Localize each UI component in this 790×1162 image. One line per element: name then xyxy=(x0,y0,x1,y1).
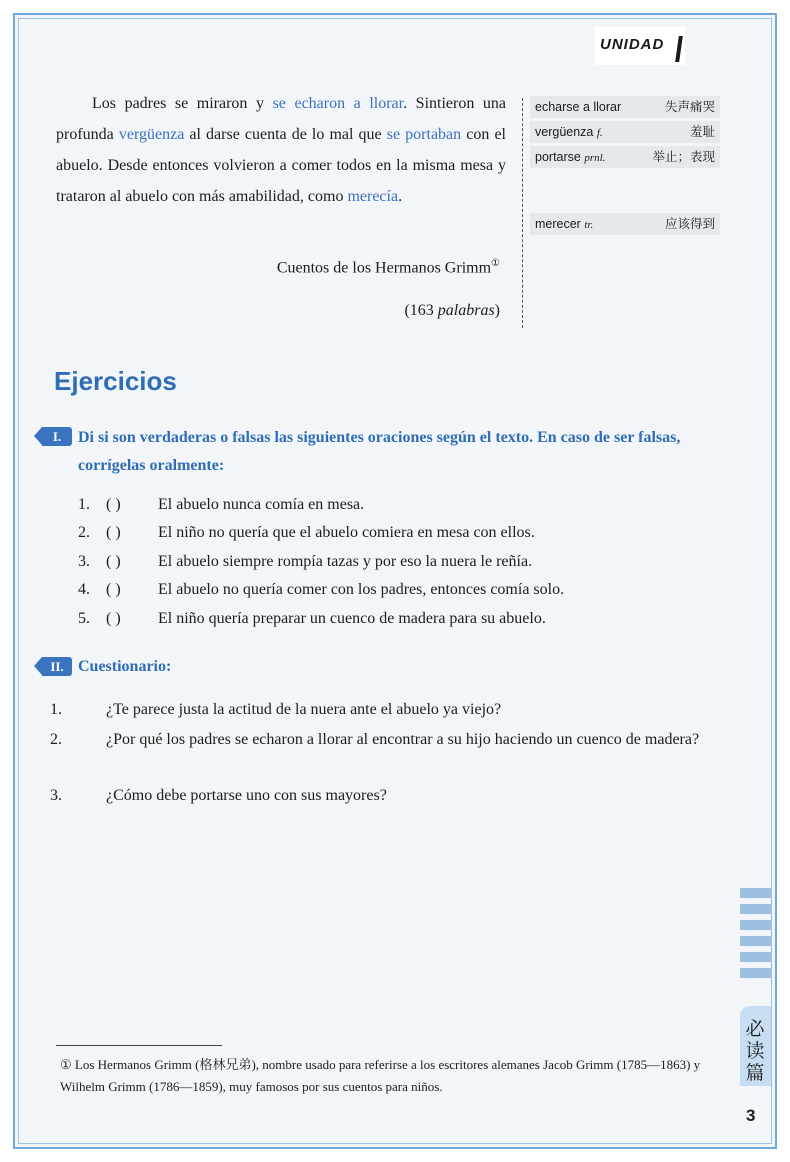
item-text: El niño quería preparar un cuenco de madera para su abuelo. xyxy=(158,610,546,627)
item-text: El niño no quería que el abuelo comiera en mesa con ellos. xyxy=(158,524,535,541)
answer-blank[interactable]: ( ) xyxy=(106,553,121,570)
side-stripe xyxy=(740,936,771,946)
footnote: ① Los Hermanos Grimm (格林兄弟), nombre usado para referirse a los escritores alemanes Jacob Grimm (1785—1863) y Wilhelm Grimm (1786—1859), muy famosos por sus cuentos para niños. xyxy=(60,1057,701,1094)
side-stripe xyxy=(740,968,771,978)
item-text: ¿Te parece justa la actitud de la nuera ante el abuelo ya viejo? xyxy=(106,701,502,718)
answer-blank[interactable]: ( ) xyxy=(106,496,121,513)
item-text: El abuelo nunca comía en mesa. xyxy=(158,496,365,513)
question-item xyxy=(50,697,728,723)
question-item xyxy=(50,783,728,809)
vocab-item-verguenza xyxy=(530,121,720,143)
reading-text: al darse cuenta de lo mal que xyxy=(184,126,387,143)
reading-text: . Sintieron una profunda xyxy=(56,95,507,143)
vocab-word: vergüenza xyxy=(535,125,594,139)
vocab-gram: tr. xyxy=(584,219,594,231)
side-stripe xyxy=(740,904,771,914)
side-stripe xyxy=(740,888,771,898)
vocab-meaning: 失声痛哭 xyxy=(664,100,715,114)
item-number: 1. xyxy=(50,701,62,718)
vocab-item-echarse xyxy=(530,96,720,118)
source-text: Cuentos de los Hermanos Grimm xyxy=(276,259,492,277)
tf-item xyxy=(78,520,728,546)
item-text: El abuelo no quería comer con los padres, entonces comía solo. xyxy=(158,581,565,598)
vocab-meaning: 举止；表现 xyxy=(652,150,715,164)
section1-badge: I. xyxy=(42,427,72,446)
item-number: 3. xyxy=(78,553,90,570)
exercises-title: Ejercicios xyxy=(54,366,177,396)
reading-source xyxy=(277,258,500,277)
word-count-unit: palabras xyxy=(437,302,495,319)
question-item xyxy=(50,727,728,753)
vocab-meaning: 羞耻 xyxy=(689,125,715,139)
reading-text: con el abuelo. Desde entonces volvieron a comer todos en la misma mesa y trataron al abuelo con más amabilidad, como xyxy=(56,126,506,205)
vocab-item-portarse xyxy=(530,146,720,168)
answer-blank[interactable]: ( ) xyxy=(106,581,121,598)
side-tab-label: 必读篇 xyxy=(745,1018,765,1084)
side-stripes xyxy=(740,888,771,998)
vocab-highlight: merecía xyxy=(347,188,399,205)
vocab-highlight: se portaban xyxy=(386,126,462,143)
vocab-gram: prnl. xyxy=(584,152,606,164)
unit-label: UNIDAD xyxy=(600,36,665,53)
reading-text: . xyxy=(398,188,403,205)
section2-badge: II. xyxy=(42,657,72,676)
vocab-item-merecer xyxy=(530,213,720,235)
tf-item xyxy=(78,549,728,575)
tf-item xyxy=(78,606,728,632)
item-number: 4. xyxy=(78,581,90,598)
side-stripe xyxy=(740,920,771,930)
word-count: (163 palabras) xyxy=(404,302,500,319)
item-number: 1. xyxy=(78,496,90,513)
answer-blank[interactable]: ( ) xyxy=(106,610,121,627)
page-number: 3 xyxy=(746,1106,756,1125)
source-footnote-mark: ① xyxy=(491,258,500,269)
section2-instruction: Cuestionario: xyxy=(78,658,172,675)
footnote-rule xyxy=(56,1045,222,1046)
vocab-highlight: vergüenza xyxy=(118,126,185,143)
vocab-meaning: 应该得到 xyxy=(664,217,715,231)
vocab-word: portarse xyxy=(535,150,581,164)
item-text: ¿Por qué los padres se echaron a llorar al encontrar a su hijo haciendo un cuenco de madera? xyxy=(106,731,700,748)
item-text: ¿Cómo debe portarse uno con sus mayores? xyxy=(106,787,387,804)
item-number: 3. xyxy=(50,787,62,804)
item-number: 2. xyxy=(78,524,90,541)
vocab-word: echarse a llorar xyxy=(535,100,622,114)
tf-item xyxy=(78,492,728,518)
vocab-highlight: se echaron a llorar xyxy=(272,95,404,112)
item-number: 2. xyxy=(50,731,62,748)
vocab-gram: f. xyxy=(596,127,603,139)
tf-item xyxy=(78,577,728,603)
reading-text: Los padres se miraron y xyxy=(92,95,273,112)
item-number: 5. xyxy=(78,610,90,627)
section1-instruction: Di si son verdaderas o falsas las siguientes oraciones según el texto. En caso de ser falsas, corrígelas oralmente: xyxy=(78,429,681,474)
side-stripe xyxy=(740,952,771,962)
answer-blank[interactable]: ( ) xyxy=(106,524,121,541)
vocab-word: merecer xyxy=(535,217,581,231)
vocab-divider xyxy=(522,98,523,328)
item-text: El abuelo siempre rompía tazas y por eso la nuera le reñía. xyxy=(158,553,533,570)
reading-paragraph xyxy=(56,88,506,212)
word-count-number: 163 xyxy=(409,302,434,319)
